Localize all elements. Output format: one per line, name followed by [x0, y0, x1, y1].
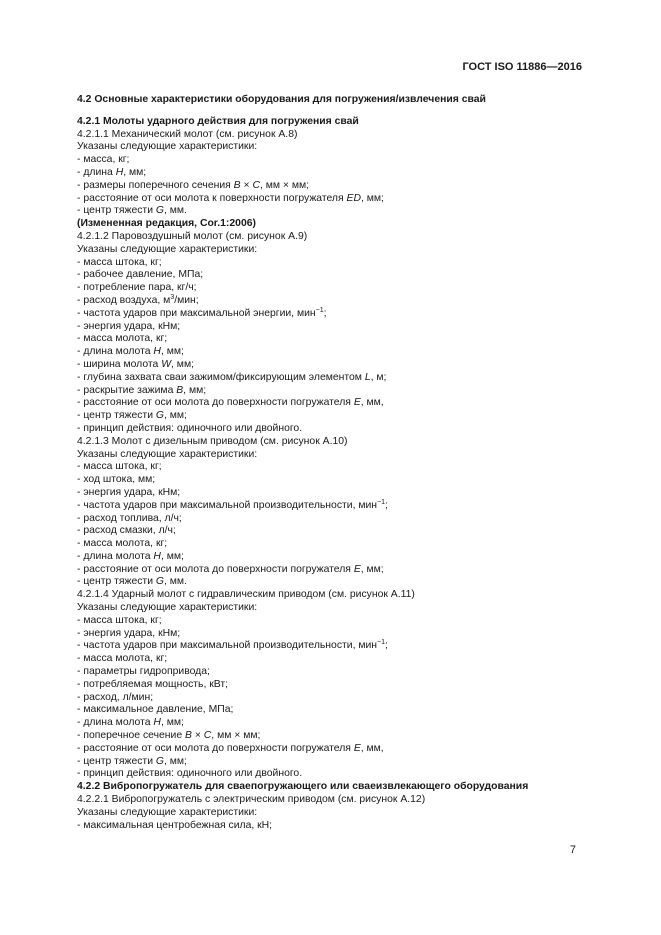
text-line: - максимальное давление, МПа; [77, 704, 234, 716]
text-line: (Измененная редакция, Cor.1:2006) [77, 218, 256, 230]
text-line: - центр тяжести G, мм. [77, 205, 187, 217]
variable: B [176, 384, 184, 396]
text-line: - потребление пара, кг/ч; [77, 282, 197, 294]
page-header-standard: ГОСТ ISO 11886—2016 [462, 61, 582, 73]
text-line: 4.2.1.2 Паровоздушный молот (см. рисунок А.9) [77, 230, 308, 242]
variable: E [353, 563, 361, 575]
text-line: - принцип действия: одиночного или двойного. [77, 422, 303, 434]
text-line: - глубина захвата сваи зажимом/фиксирующим элементом L, м; [77, 371, 387, 383]
variable: H [153, 346, 161, 358]
text-line: - длина молота H, мм; [77, 717, 184, 729]
superscript: −1 [377, 498, 386, 506]
text-line: Указаны следующие характеристики: [77, 141, 258, 153]
text-line: 4.2.1 Молоты ударного действия для погружения свай [77, 115, 359, 127]
text-line: - расстояние от оси молота до поверхности погружателя E, мм, [77, 397, 384, 409]
variable: G [155, 755, 164, 767]
text-line: - ход штока, мм; [77, 474, 156, 486]
variable: B [233, 179, 241, 191]
text-line: - раскрытие зажима B, мм; [77, 384, 207, 396]
variable: C [252, 179, 260, 191]
text-line: - расстояние от оси молота до поверхности погружателя E, мм, [77, 742, 384, 754]
variable: H [115, 166, 124, 178]
variable: E [353, 742, 361, 754]
text-line: - расход топлива, л/ч; [77, 512, 182, 524]
text-line: Указаны следующие характеристики: [77, 448, 258, 460]
text-line: - расход воздуха, $м^3$/мин; [77, 293, 199, 306]
variable: C [203, 730, 212, 742]
text-line: - максимальная центробежная сила, кН; [77, 819, 273, 831]
text-line: - длина H, мм; [77, 166, 147, 178]
text-line: - поперечное сечение B × C, мм × мм; [77, 730, 261, 742]
text-line: - частота ударов при максимальной производительности, мин$^{-1}$; [77, 639, 388, 652]
text-line: - масса молота, кг; [77, 653, 168, 665]
text-line: Указаны следующие характеристики: [77, 602, 258, 614]
text-line: - длина молота H, мм; [77, 346, 184, 358]
variable: W [161, 358, 172, 370]
variable: E [353, 397, 361, 409]
variable: H [153, 717, 161, 729]
text-line: 4.2 Основные характеристики оборудования для погружения/извлечения свай [77, 94, 486, 105]
text-line: - центр тяжести G, мм; [77, 410, 187, 422]
text-line: - центр тяжести G, мм. [77, 576, 187, 588]
text-line: Указаны следующие характеристики: [77, 806, 258, 818]
text-line: - масса молота, кг; [77, 333, 168, 345]
text-line: - частота ударов при максимальной энергии, мин$^{-1}$; [77, 306, 327, 319]
text-line: 4.2.2.1 Вибропогружатель с электрическим приводом (см. рисунок А.12) [77, 794, 426, 806]
text-line: - расстояние от оси молота до поверхности погружателя E, мм; [77, 563, 384, 575]
text-line: 4.2.1.4 Ударный молот с гидравлическим приводом (см. рисунок А.11) [77, 589, 415, 601]
page-number: 7 [569, 844, 576, 856]
text-line: - энергия удара, кНм; [77, 486, 181, 498]
text-line: - рабочее давление, МПа; [77, 269, 204, 281]
text-line: - масса, кг; [77, 154, 130, 166]
document-body [77, 94, 587, 832]
text-line: - параметры гидропривода; [77, 666, 210, 678]
text-line: - центр тяжести G, мм; [77, 755, 187, 767]
text-line: - энергия удара, кНм; [77, 320, 181, 332]
variable: H [153, 550, 161, 562]
superscript: −1 [315, 306, 324, 314]
text-line: - частота ударов при максимальной производительности, мин$^{-1}$; [77, 498, 388, 511]
text-line: - масса штока, кг; [77, 461, 162, 473]
text-line: - расход, л/мин; [77, 691, 154, 703]
text-line: - масса штока, кг; [77, 614, 162, 626]
text-line: 4.2.1.1 Механический молот (см. рисунок А.8) [77, 128, 298, 140]
superscript: −1 [377, 639, 386, 647]
text-line: - длина молота H, мм; [77, 550, 184, 562]
text-line: - масса штока, кг; [77, 256, 162, 268]
text-line: 4.2.2 Вибропогружатель для сваепогружающего или сваеизвлекающего оборудования [77, 781, 529, 793]
text-line: - масса молота, кг; [77, 538, 168, 550]
variable: G [155, 576, 164, 588]
variable: B [185, 730, 192, 742]
superscript: 3 [170, 293, 175, 301]
text-line: - расход смазки, л/ч; [77, 525, 176, 537]
text-line: - расстояние от оси молота к поверхности погружателя ED, мм; [77, 192, 384, 204]
variable: G [155, 205, 164, 217]
text-line: - ширина молота W, мм; [77, 358, 194, 370]
variable: L [364, 371, 371, 383]
variable: ED [346, 192, 361, 204]
variable: G [155, 410, 164, 422]
text-line: - размеры поперечного сечения B × C, мм × мм; [77, 179, 310, 191]
text-line: - потребляемая мощность, кВт; [77, 678, 229, 690]
text-line: 4.2.1.3 Молот с дизельным приводом (см. рисунок А.10) [77, 435, 348, 447]
text-line: - принцип действия: одиночного или двойного. [77, 768, 303, 780]
text-line: Указаны следующие характеристики: [77, 243, 258, 255]
text-line: - энергия удара, кНм; [77, 627, 181, 639]
